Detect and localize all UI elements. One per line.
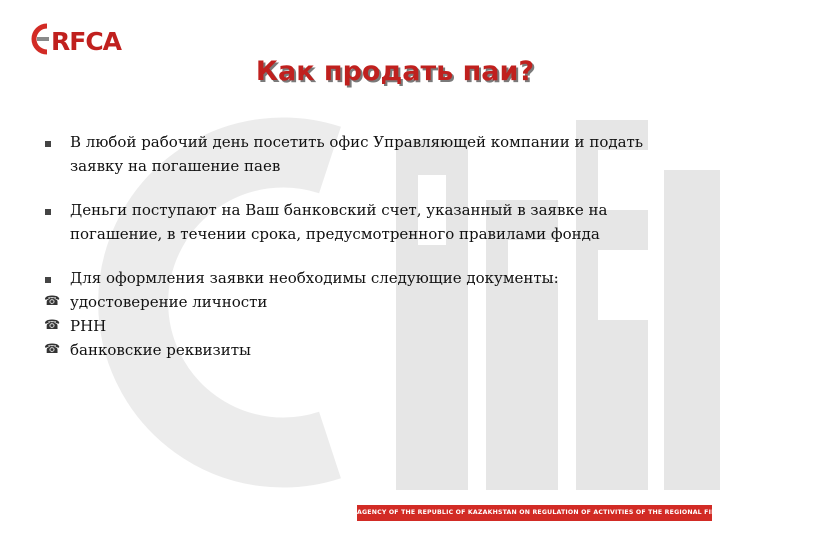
- rfca-logo: [33, 20, 153, 58]
- list-item: [44, 338, 684, 362]
- list-item-text: В любой рабочий день посетить офис Управляющей компании и подать заявку на погашение паев: [70, 133, 643, 175]
- phone-icon: ☎: [44, 318, 61, 333]
- page-title: Как продать паи?: [255, 56, 535, 87]
- list-item-text: РНН: [70, 317, 107, 335]
- list-item: [44, 198, 684, 246]
- list-item-text: Для оформления заявки необходимы следующие документы:: [70, 269, 559, 287]
- square-bullet: [44, 130, 66, 154]
- square-bullet: [44, 198, 66, 222]
- list-item: [44, 314, 684, 338]
- phone-icon: ☎: [44, 342, 61, 357]
- list-item-text: Деньги поступают на Ваш банковский счет, указанный в заявке на погашение, в течении срока, предусмотренного правилами фонда: [70, 201, 608, 243]
- svg-text:RFCA: RFCA: [51, 27, 122, 56]
- bullet-list: [44, 130, 684, 362]
- list-item-text: банковские реквизиты: [70, 341, 251, 359]
- list-item: [44, 130, 684, 178]
- footer-banner: [357, 505, 836, 521]
- footer-text: AGENCY OF THE REPUBLIC OF KAZAKHSTAN ON REGULATION OF ACTIVITIES OF THE REGIONAL FINANCIAL CENTRE OF ALMATY CITY: [357, 509, 836, 516]
- list-item-text: удостоверение личности: [70, 293, 268, 311]
- square-bullet: [44, 266, 66, 290]
- list-item: [44, 266, 684, 290]
- list-item: [44, 290, 684, 314]
- phone-icon: ☎: [44, 294, 61, 309]
